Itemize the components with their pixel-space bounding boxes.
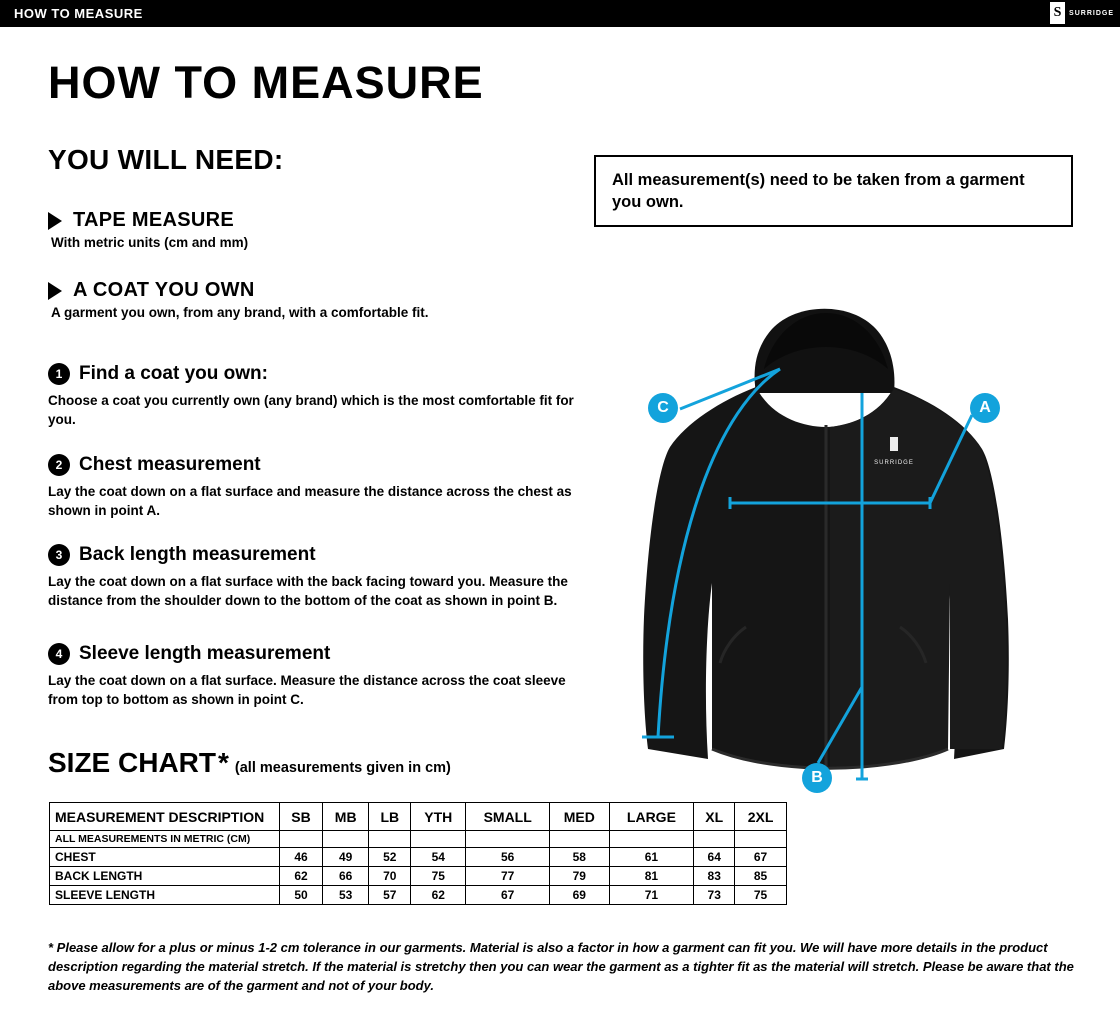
cell-back-sb: 62: [280, 867, 323, 886]
row-label-chest: CHEST: [50, 848, 280, 867]
cell-back-xl: 83: [694, 867, 735, 886]
step-3-title: Back length measurement: [79, 544, 316, 565]
cell-chest-yth: 54: [411, 848, 466, 867]
need-item-tape-measure-sub: With metric units (cm and mm): [51, 235, 249, 250]
cell-chest-mb: 49: [323, 848, 369, 867]
step-2-body: Lay the coat down on a flat surface and measure the distance across the chest as shown in point A.: [48, 484, 572, 519]
cell-chest-med: 58: [550, 848, 610, 867]
cell-back-small: 77: [466, 867, 550, 886]
step-4-head: [48, 643, 588, 665]
measurement-note-text: All measurement(s) need to be taken from a garment you own.: [612, 171, 1025, 212]
jacket-diagram-svg: [600, 297, 1100, 807]
step-1-head: [48, 363, 588, 385]
need-item-tape-measure: [48, 209, 248, 250]
table-header-row: [50, 803, 787, 831]
step-3: [48, 544, 588, 610]
col-med: MED: [550, 803, 610, 831]
cell-back-large: 81: [609, 867, 694, 886]
size-chart-table: [49, 802, 787, 905]
page-title: HOW TO MEASURE: [48, 57, 484, 108]
cell-chest-small: 56: [466, 848, 550, 867]
step-4: [48, 643, 588, 709]
measurement-note-box: [594, 155, 1073, 227]
cell-sleeve-xl: 73: [694, 886, 735, 905]
row-label-back-length: BACK LENGTH: [50, 867, 280, 886]
need-item-tape-measure-title-row: [48, 209, 248, 232]
step-1: [48, 363, 588, 429]
you-will-need-heading: YOU WILL NEED:: [48, 144, 284, 175]
metric-cell: [280, 831, 323, 848]
size-chart-heading-star: *: [218, 747, 229, 778]
brand-logo-mark: S: [1050, 2, 1065, 24]
size-chart-heading-text: SIZE CHART: [48, 747, 216, 778]
metric-cell: [609, 831, 694, 848]
step-1-body: Choose a coat you currently own (any brand) which is the most comfortable fit for you.: [48, 393, 574, 428]
step-1-title: Find a coat you own:: [79, 363, 268, 384]
cell-back-mb: 66: [323, 867, 369, 886]
metric-cell: [411, 831, 466, 848]
metric-cell: [323, 831, 369, 848]
col-small: SMALL: [466, 803, 550, 831]
footnote-text: * Please allow for a plus or minus 1-2 cm tolerance in our garments. Material is also a factor in how a garment can fit you. We will have more details in the product description regarding the material stretch. If the material is stretchy then you can wear the garment as a tighter fit as the material will stretch. Please be aware that the above measurements are of the garment and not of your body.: [48, 940, 1074, 993]
step-1-number: 1: [48, 363, 70, 385]
col-measurement-description: MEASUREMENT DESCRIPTION: [50, 803, 280, 831]
need-item-coat: [48, 279, 429, 320]
col-mb: MB: [323, 803, 369, 831]
top-bar: [0, 0, 1120, 27]
col-yth: YTH: [411, 803, 466, 831]
step-4-number: 4: [48, 643, 70, 665]
step-2: [48, 454, 588, 520]
metric-cell: [466, 831, 550, 848]
size-chart-heading-note: (all measurements given in cm): [234, 760, 451, 776]
cell-chest-large: 61: [609, 848, 694, 867]
cell-back-lb: 70: [369, 867, 411, 886]
marker-c: C: [648, 393, 678, 423]
table-row: [50, 886, 787, 905]
cell-sleeve-yth: 62: [411, 886, 466, 905]
cell-chest-xl: 64: [694, 848, 735, 867]
top-bar-title: HOW TO MEASURE: [14, 6, 143, 21]
svg-text:SURRIDGE: SURRIDGE: [874, 460, 914, 466]
metric-cell: [735, 831, 787, 848]
cell-sleeve-sb: 50: [280, 886, 323, 905]
metric-units-label: ALL MEASUREMENTS IN METRIC (CM): [50, 831, 280, 848]
col-lb: LB: [369, 803, 411, 831]
cell-chest-lb: 52: [369, 848, 411, 867]
step-3-number: 3: [48, 544, 70, 566]
brand-logo: [1050, 2, 1114, 24]
step-3-body: Lay the coat down on a flat surface with the back facing toward you. Measure the distance from the shoulder down to the bottom of the coat as shown in point B.: [48, 574, 568, 609]
step-4-title: Sleeve length measurement: [79, 643, 331, 664]
garment-illustration: [600, 297, 1100, 807]
need-item-coat-title: A COAT YOU OWN: [73, 279, 255, 301]
step-2-number: 2: [48, 454, 70, 476]
marker-b: B: [802, 763, 832, 793]
table-row: [50, 867, 787, 886]
cell-sleeve-2xl: 75: [735, 886, 787, 905]
need-item-tape-measure-title: TAPE MEASURE: [73, 209, 235, 231]
metric-cell: [694, 831, 735, 848]
triangle-bullet-icon: [48, 212, 62, 230]
brand-logo-text: SURRIDGE: [1069, 9, 1114, 17]
need-item-coat-title-row: [48, 279, 429, 302]
need-item-coat-sub: A garment you own, from any brand, with a comfortable fit.: [51, 305, 429, 320]
col-large: LARGE: [609, 803, 694, 831]
cell-sleeve-lb: 57: [369, 886, 411, 905]
table-row: [50, 831, 787, 848]
table-row: [50, 848, 787, 867]
metric-cell: [550, 831, 610, 848]
page-content: [0, 27, 1120, 1013]
cell-sleeve-small: 67: [466, 886, 550, 905]
cell-back-med: 79: [550, 867, 610, 886]
marker-a: A: [970, 393, 1000, 423]
triangle-bullet-icon: [48, 282, 62, 300]
cell-back-2xl: 85: [735, 867, 787, 886]
metric-cell: [369, 831, 411, 848]
cell-chest-sb: 46: [280, 848, 323, 867]
cell-back-yth: 75: [411, 867, 466, 886]
col-xl: XL: [694, 803, 735, 831]
col-sb: SB: [280, 803, 323, 831]
cell-sleeve-med: 69: [550, 886, 610, 905]
step-3-head: [48, 544, 588, 566]
step-4-body: Lay the coat down on a flat surface. Measure the distance across the coat sleeve from top to bottom as shown in point C.: [48, 673, 566, 708]
step-2-head: [48, 454, 588, 476]
row-label-sleeve-length: SLEEVE LENGTH: [50, 886, 280, 905]
step-2-title: Chest measurement: [79, 454, 261, 475]
cell-sleeve-mb: 53: [323, 886, 369, 905]
col-2xl: 2XL: [735, 803, 787, 831]
cell-chest-2xl: 67: [735, 848, 787, 867]
size-chart-heading: [48, 747, 451, 779]
cell-sleeve-large: 71: [609, 886, 694, 905]
